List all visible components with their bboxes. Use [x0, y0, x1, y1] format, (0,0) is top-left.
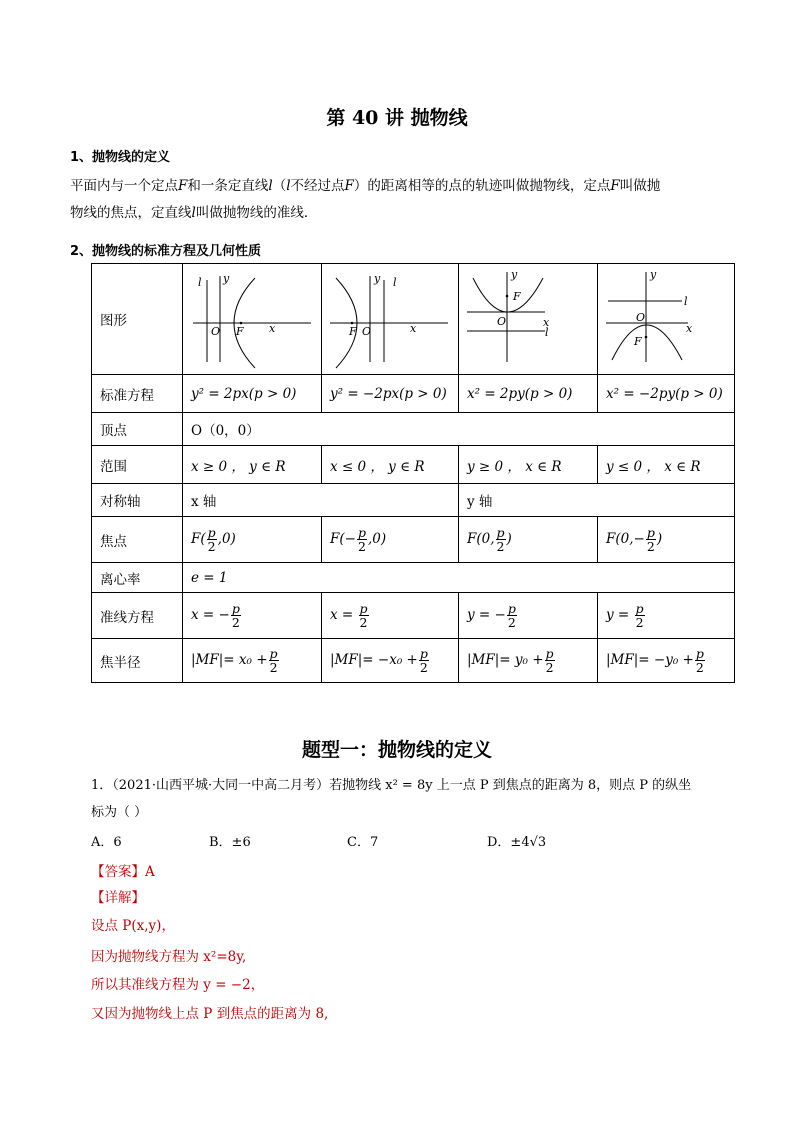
graph-down-opening: [598, 264, 735, 375]
axis-cell: y 轴: [459, 484, 735, 517]
graph-left-opening: [322, 264, 459, 375]
svg-text:x: x: [543, 316, 550, 329]
svg-text:F: F: [236, 325, 244, 338]
equation-cell: y² = −2px(p > 0): [322, 375, 459, 413]
focal-radius-cell: |MF|= y₀ + $\frac{p}{2}$: [459, 639, 598, 683]
focal-radius-cell: |MF|= −y₀ + $\frac{p}{2}$: [598, 639, 735, 683]
detail-line: 设点 P(x,y)，: [91, 918, 175, 934]
svg-text:y: y: [374, 272, 381, 285]
table-row-directrix: [92, 593, 735, 639]
detail-line: 因为抛物线方程为 x²=8y,: [91, 949, 247, 965]
row-label-focal-radius: 焦半径: [92, 639, 183, 683]
svg-text:O: O: [211, 325, 221, 338]
section-heading-properties: 2、抛物线的标准方程及几何性质: [70, 244, 262, 259]
parabola-down-graph: [598, 264, 734, 370]
focal-radius-cell: |MF|= x₀ + $\frac{p}{2}$: [183, 639, 322, 683]
directrix-cell: y = $\frac{p}{2}$: [598, 593, 735, 639]
question-stem-line-2: 标为（ ）: [91, 805, 148, 820]
svg-text:l: l: [545, 326, 549, 339]
svg-text:y: y: [511, 268, 518, 281]
option-d: D．±4√3: [487, 835, 547, 850]
detail-heading: 【详解】: [91, 890, 145, 906]
focus-cell: F(− $\frac{p}{2}$ ,0): [322, 517, 459, 563]
row-label-focus: 焦点: [92, 517, 183, 563]
definition-paragraph: 平面内与一个定点F和一条定直线l（l不经过点F）的距离相等的点的轨迹叫做抛物线，定点F叫做抛 物线的焦点，定直线l叫做抛物线的准线．: [70, 178, 661, 221]
svg-text:l: l: [393, 276, 397, 289]
graph-right-opening: [183, 264, 322, 375]
row-label-axis: 对称轴: [92, 484, 183, 517]
table-row-vertex: [92, 413, 735, 446]
row-label-range: 范围: [92, 446, 183, 484]
svg-text:O: O: [636, 311, 646, 324]
table-row-graph: [92, 264, 735, 375]
row-label-directrix: 准线方程: [92, 593, 183, 639]
eccentricity-cell: e = 1: [183, 563, 735, 593]
equation-cell: x² = 2py(p > 0): [459, 375, 598, 413]
svg-text:l: l: [198, 276, 202, 289]
directrix-cell: x = − $\frac{p}{2}$: [183, 593, 322, 639]
range-cell: y ≥ 0 ， x ∈ R: [459, 446, 598, 484]
range-cell: y ≤ 0 ， x ∈ R: [598, 446, 735, 484]
row-label-vertex: 顶点: [92, 413, 183, 446]
parabola-right-graph: [183, 264, 321, 370]
svg-text:F: F: [513, 290, 521, 303]
focus-cell: F(0, $\frac{p}{2}$ ): [459, 517, 598, 563]
svg-text:O: O: [362, 325, 372, 338]
parabola-up-graph: [459, 264, 597, 370]
question-stem: [91, 772, 731, 826]
range-cell: x ≤ 0 ， y ∈ R: [322, 446, 459, 484]
table-row-axis: [92, 484, 735, 517]
detail-line: 所以其准线方程为 y = −2，: [91, 977, 265, 993]
directrix-cell: y = − $\frac{p}{2}$: [459, 593, 598, 639]
focus-cell: F( $\frac{p}{2}$ ,0): [183, 517, 322, 563]
svg-text:y: y: [223, 272, 230, 285]
table-row-range: [92, 446, 735, 484]
svg-text:F: F: [634, 335, 642, 348]
svg-text:l: l: [684, 295, 688, 308]
focal-radius-cell: |MF|= −x₀ + $\frac{p}{2}$: [322, 639, 459, 683]
equation-cell: y² = 2px(p > 0): [183, 375, 322, 413]
table-row-equation: [92, 375, 735, 413]
table-row-focus: [92, 517, 735, 563]
svg-text:x: x: [410, 322, 417, 335]
vertex-cell: O（0，0）: [183, 413, 735, 446]
range-cell: x ≥ 0 ， y ∈ R: [183, 446, 322, 484]
section-heading-definition: 1、抛物线的定义: [70, 150, 171, 165]
option-a: A．6: [91, 835, 122, 850]
page-title: 第 40 讲 抛物线: [326, 107, 468, 129]
answer-line: 【答案】A: [91, 864, 155, 880]
svg-text:O: O: [497, 315, 507, 328]
directrix-cell: x = $\frac{p}{2}$: [322, 593, 459, 639]
svg-text:x: x: [269, 322, 276, 335]
section-title-type-one: 题型一：抛物线的定义: [301, 739, 492, 761]
parabola-left-graph: [322, 264, 458, 370]
table-row-focal-radius: [92, 639, 735, 683]
svg-text:y: y: [650, 268, 657, 281]
table-row-eccentricity: [92, 563, 735, 593]
focus-cell: F(0,− $\frac{p}{2}$ ): [598, 517, 735, 563]
equation-cell: x² = −2py(p > 0): [598, 375, 735, 413]
row-label-equation: 标准方程: [92, 375, 183, 413]
option-c: C．7: [347, 835, 379, 850]
question-stem-line-1: 1．（2021·山西平城·大同一中高二月考）若抛物线 x² = 8y 上一点 P 到焦点的距离为 8，则点 P 的纵坐: [91, 778, 692, 793]
parabola-properties-table: [91, 263, 735, 683]
detail-line: 又因为抛物线上点 P 到焦点的距离为 8,: [91, 1006, 329, 1022]
row-label-graph: 图形: [92, 264, 183, 375]
graph-up-opening: [459, 264, 598, 375]
svg-text:x: x: [686, 322, 693, 335]
axis-cell: x 轴: [183, 484, 459, 517]
svg-text:F: F: [349, 325, 357, 338]
row-label-eccentricity: 离心率: [92, 563, 183, 593]
option-b: B．±6: [209, 835, 251, 850]
